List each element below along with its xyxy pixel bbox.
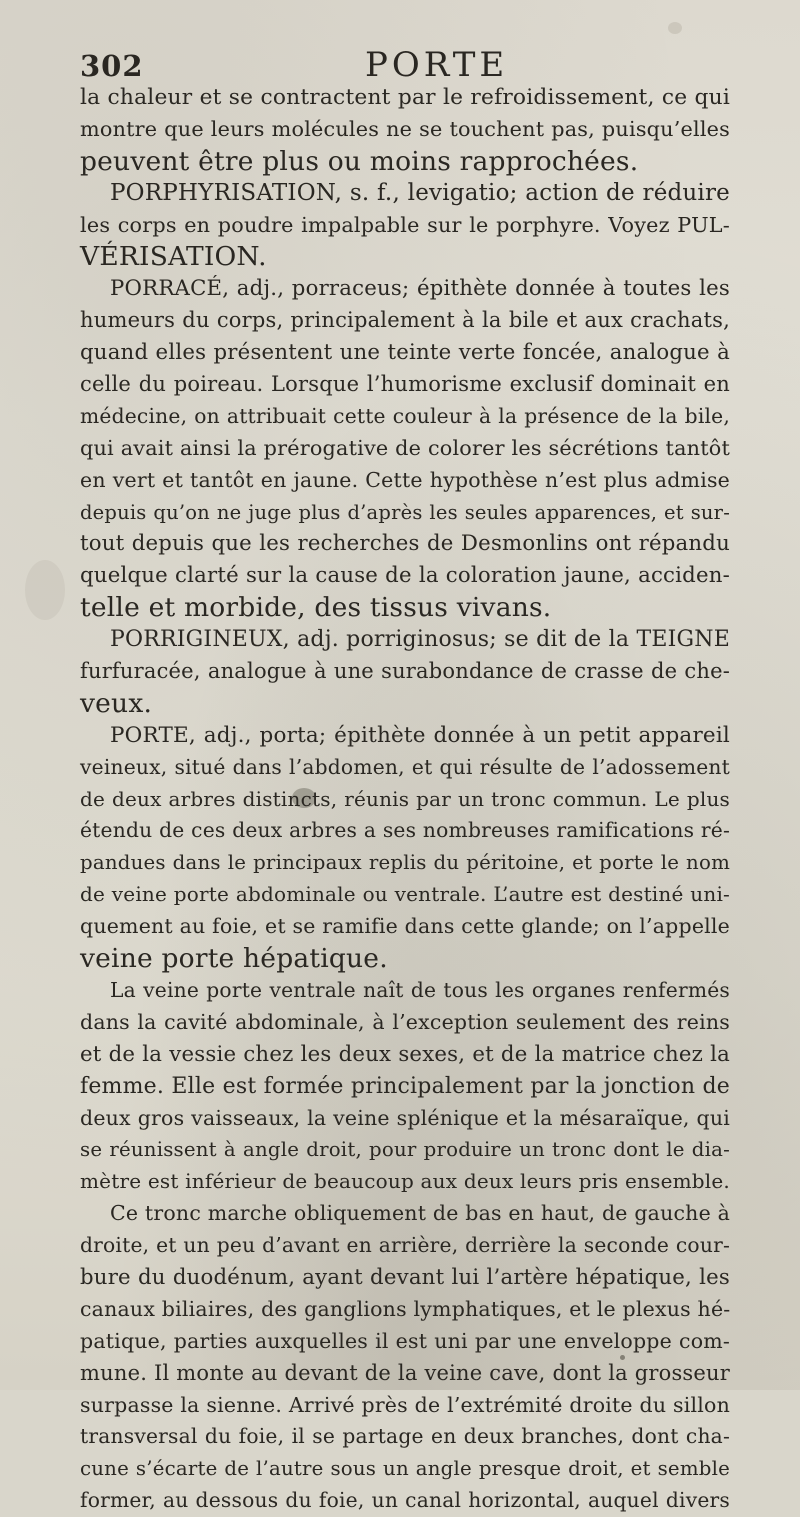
page-header [80,45,720,85]
text-line: humeurs du corps, principalement à la bile et aux crachats, [80,308,730,333]
text-line: dans la cavité abdominale, à l’exception seulement des reins [80,1009,730,1034]
text-line: mètre est inférieur de beaucoup aux deux leurs pris ensemble. [80,1169,730,1194]
text-line: montre que leurs molécules ne se touchent pas, puisqu’elles [80,116,730,141]
text-line: celle du poireau. Lorsque l’humorisme exclusif dominait en [80,372,730,397]
text-line: PORRACÉ, adj., porraceus; épithète donnée à toutes les [110,276,730,302]
text-line: cune s’écarte de l’autre sous un angle presque droit, et semble [80,1457,730,1481]
text-line: PORTE, adj., porta; épithète donnée à un petit appareil [110,722,730,748]
text-line: quelque clarté sur la cause de la coloration jaune, acciden- [80,563,730,589]
page-number: 302 [80,49,144,83]
text-line: se réunissent à angle droit, pour produire un tronc dont le dia- [80,1138,730,1162]
text-line: furfuracée, analogue à une surabondance de crasse de che- [80,659,730,684]
text-line: mune. Il monte au devant de la veine cave, dont la grosseur [80,1360,730,1385]
text-line: telle et morbide, des tissus vivans. [80,592,552,624]
text-line: tout depuis que les recherches de Desmonlins ont répandu [80,531,730,557]
text-line: droite, et un peu d’avant en arrière, derrière la seconde cour- [80,1233,730,1258]
text-line: former, au dessous du foie, un canal horizontal, auquel divers [80,1488,730,1513]
text-line: La veine porte ventrale naît de tous les organes renfermés [110,977,730,1002]
text-line: veux. [80,687,153,719]
text-line: PORRIGINEUX, adj. porriginosus; se dit de la TEIGNE [110,627,730,653]
text-line: de veine porte abdominale ou ventrale. L’autre est destiné uni- [80,882,730,907]
text-line: surpasse la sienne. Arrivé près de l’extrémité droite du sillon [80,1392,730,1417]
text-line: depuis qu’on ne juge plus d’après les seules apparences, et sur- [80,500,730,524]
text-line: femme. Elle est formée principalement par la jonction de [80,1073,730,1099]
text-line: les corps en poudre impalpable sur le porphyre. Voyez PUL- [80,212,730,237]
text-line: pandues dans le principaux replis du péritoine, et porte le nom [80,851,730,875]
text-line: en vert et tantôt en jaune. Cette hypothèse n’est plus admise [80,467,730,492]
text-line: quement au foie, et se ramifie dans cette glande; on l’appelle [80,914,730,939]
text-line: étendu de ces deux arbres a ses nombreuses ramifications ré- [80,818,730,843]
text-line: veineux, situé dans l’abdomen, et qui résulte de l’adossement [80,754,730,779]
text-line: PORPHYRISATION, s. f., levigatio; action de réduire [110,179,730,206]
text-line: de deux arbres distincts, réunis par un tronc commun. Le plus [80,786,730,811]
text-line: quand elles présentent une teinte verte foncée, analogue à [80,340,730,366]
running-title: PORTE [365,45,509,85]
text-line: veine porte hépatique. [80,943,388,975]
text-line: VÉRISATION. [80,241,267,273]
text-line: Ce tronc marche obliquement de bas en haut, de gauche à [110,1201,731,1226]
text-line: patique, parties auxquelles il est uni par une enveloppe com- [80,1328,730,1353]
text-line: canaux biliaires, des ganglions lymphatiques, et le plexus hé- [80,1296,731,1321]
text-line: deux gros vaisseaux, la veine splénique et la mésaraïque, qui [80,1105,730,1130]
paper-stain [25,560,65,620]
body-text [80,82,730,1517]
text-line: peuvent être plus ou moins rapprochées. [80,145,639,177]
paper-stain [668,22,682,34]
text-line: bure du duodénum, ayant devant lui l’artère hépatique, les [80,1264,730,1290]
text-line: médecine, on attribuait cette couleur à la présence de la bile, [80,403,730,428]
text-line: la chaleur et se contractent par le refroidissement, ce qui [80,85,730,110]
text-line: et de la vessie chez les deux sexes, et de la matrice chez la [80,1041,730,1067]
text-line: qui avait ainsi la prérogative de colorer les sécrétions tantôt [80,435,730,460]
text-line: transversal du foie, il se partage en deux branches, dont cha- [80,1424,730,1449]
